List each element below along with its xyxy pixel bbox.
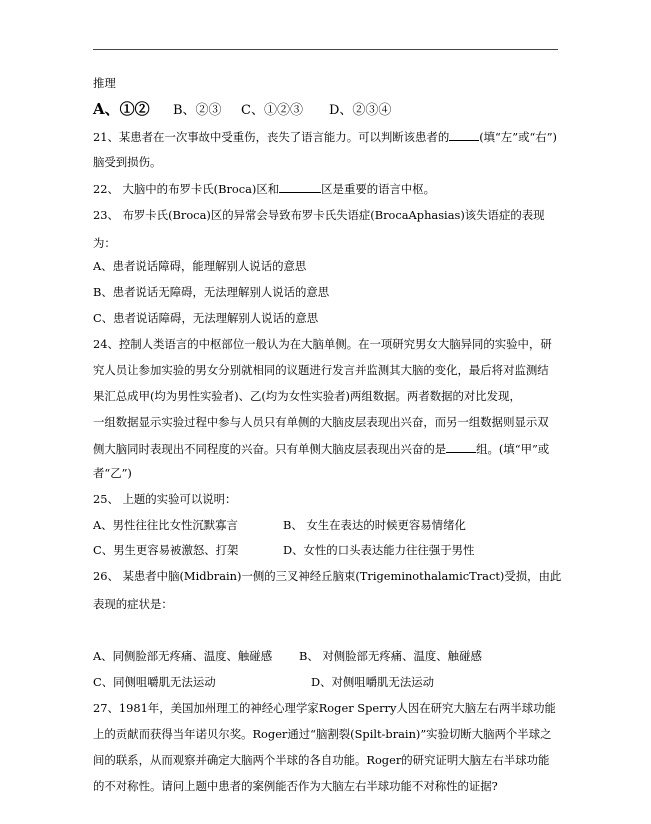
q27-line1: 27、1981年，美国加州理工的神经心理学家Roger Sperry人因在研究大脑左右两半球功能 xyxy=(93,701,556,715)
q22-answer-blank[interactable] xyxy=(279,181,321,193)
q25-options-row1 xyxy=(93,518,466,532)
q22-text-pre: 22、 大脑中的布罗卡氏(Broca)区和 xyxy=(93,182,280,196)
q24-answer-blank[interactable] xyxy=(446,441,476,453)
q27-line3: 间的联系，从而观察并确定大脑两个半球的各自功能。Roger的研究证明大脑左右半球功能 xyxy=(93,753,550,767)
q20-tail: 推理 xyxy=(93,76,116,90)
q24-line2: 究人员让参加实验的男女分别就相同的议题进行发言并监测其大脑的变化，最后将对监测结 xyxy=(93,363,549,377)
q20-option-b: B、②③ xyxy=(173,103,222,118)
q21-text-pre: 21、某患者在一次事故中受重伤，丧失了语言能力。可以判断该患者的 xyxy=(93,130,450,144)
q25-stem: 25、 上题的实验可以说明： xyxy=(93,492,237,506)
q21-line1 xyxy=(93,129,557,144)
q23-option-b: B、患者说话无障碍，无法理解别人说话的意思 xyxy=(93,285,330,299)
q20-option-a: A、①② xyxy=(93,100,150,118)
q26-option-a: A、同侧脸部无疼痛、温度、触碰感 xyxy=(93,649,273,663)
q21-text-post: (填“左”或“右”) xyxy=(479,130,557,144)
q21-line2: 脑受到损伤。 xyxy=(93,155,162,169)
q23-line2: 为： xyxy=(93,236,116,250)
q25-option-d: D、女性的口头表达能力往往强于男性 xyxy=(283,543,475,557)
q20-option-c: C、①②③ xyxy=(241,103,303,118)
q23-option-a: A、患者说话障碍，能理解别人说话的意思 xyxy=(93,259,307,273)
q21-answer-blank[interactable] xyxy=(449,129,479,141)
q24-text-pre: 侧大脑同时表现出不同程度的兴奋。只有单侧大脑皮层表现出兴奋的是 xyxy=(93,442,447,456)
q24-line5 xyxy=(93,441,549,456)
q26-option-b: B、 对侧脸部无疼痛、温度、触碰感 xyxy=(299,649,482,663)
q27-line4: 的不对称性。请问上题中患者的案例能否作为大脑左右半球功能不对称性的证据? xyxy=(93,779,498,793)
q26-line2: 表现的症状是： xyxy=(93,597,173,611)
header-rule xyxy=(93,49,558,50)
q24-text-post: 组。(填“甲”或 xyxy=(476,442,550,456)
q25-options-row2 xyxy=(93,543,474,557)
q26-option-c: C、同侧咀嚼肌无法运动 xyxy=(93,675,216,689)
q24-line6: 者“乙”) xyxy=(93,466,132,480)
q27-line2: 上的贡献而获得当年诺贝尔奖。Roger通过“脑割裂(Spilt-brain)”实验切断大脑两个半球之 xyxy=(93,727,552,741)
q26-option-d: D、对侧咀嚼肌无法运动 xyxy=(311,675,435,689)
q24-line3: 果汇总成甲(均为男性实验者)、乙(均为女性实验者)两组数据。两者数据的对比发现， xyxy=(93,389,521,403)
q26-options-row2 xyxy=(93,675,434,689)
q22-text-post: 区是重要的语言中枢。 xyxy=(321,182,436,196)
q24-line1: 24、控制人类语言的中枢部位一般认为在大脑单侧。在一项研究男女大脑异同的实验中，研 xyxy=(93,337,552,351)
q26-line1: 26、 某患者中脑(Midbrain)一侧的三叉神经丘脑束(TrigeminothalamicTract)受损，由此 xyxy=(93,569,562,583)
q20-options xyxy=(93,101,391,119)
q25-option-b: B、 女生在表达的时候更容易情绪化 xyxy=(283,518,466,532)
q25-option-c: C、男生更容易被激怒、打架 xyxy=(93,543,239,557)
q23-option-c: C、患者说话障碍，无法理解别人说话的意思 xyxy=(93,311,319,325)
q20-option-d: D、②③④ xyxy=(329,103,392,118)
q25-option-a: A、男性往往比女性沉默寡言 xyxy=(93,518,238,532)
q23-line1: 23、 布罗卡氏(Broca)区的异常会导致布罗卡氏失语症(BrocaAphasias)该失语症的表现 xyxy=(93,208,545,222)
q24-line4: 一组数据显示实验过程中参与人员只有单侧的大脑皮层表现出兴奋，而另一组数据则显示双 xyxy=(93,415,549,429)
q26-options-row1 xyxy=(93,649,482,663)
q22-line xyxy=(93,181,435,196)
